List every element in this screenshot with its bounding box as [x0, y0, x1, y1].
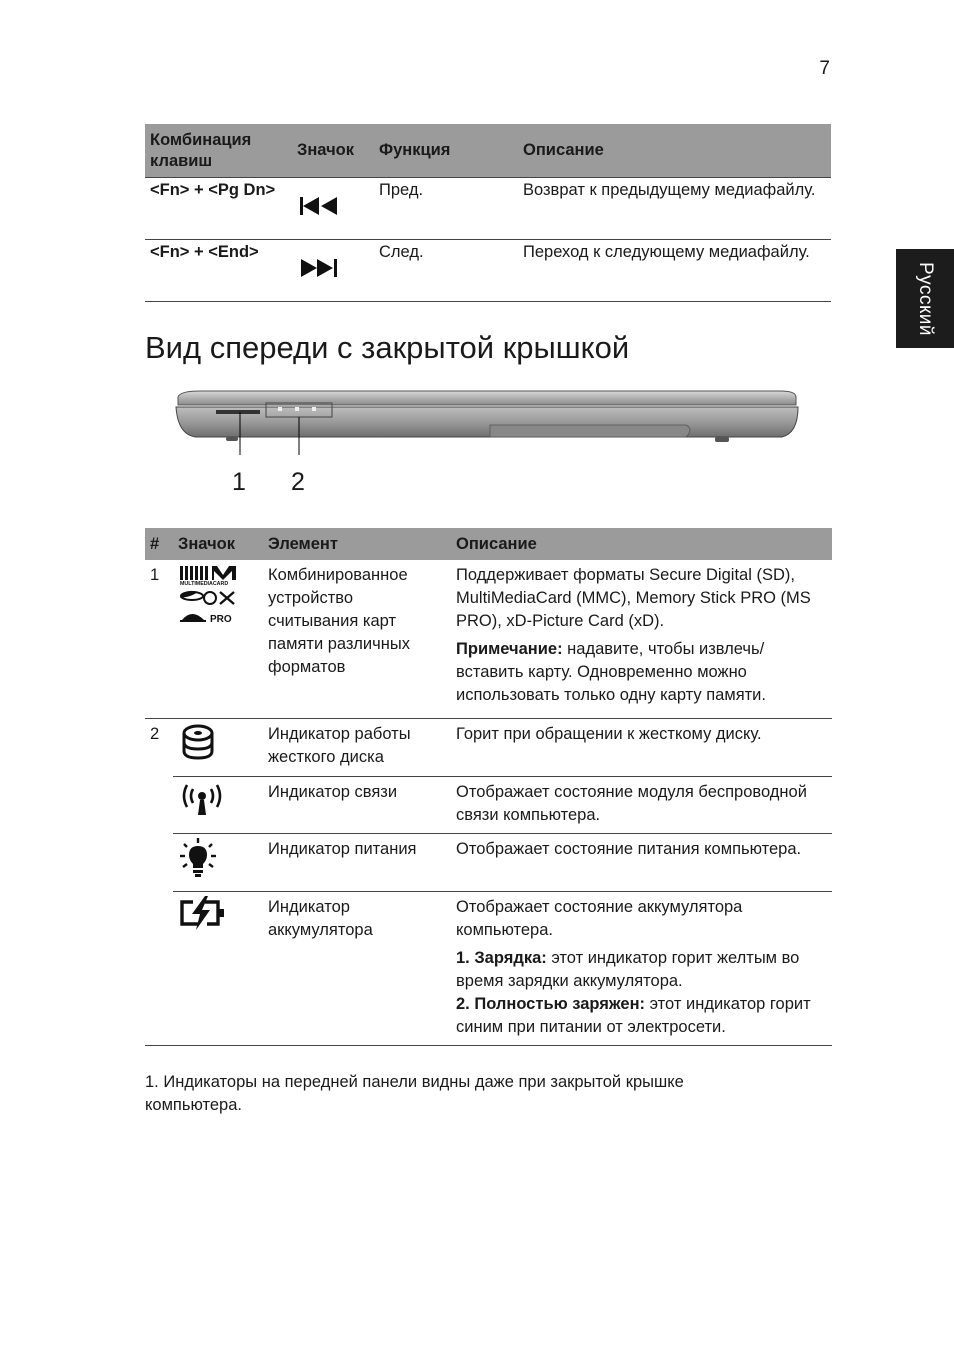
key-combo: <Fn> + <End> [145, 240, 292, 302]
element-name: Индикатор аккумулятора [263, 892, 451, 1046]
element-table-header-row [145, 528, 832, 560]
section-title: Вид спереди с закрытой крышкой [145, 330, 630, 365]
note-text: надавите, чтобы извлечь/ вставить карту. Одновременно можно использовать только одну карту памяти. [456, 640, 766, 704]
table-row [145, 777, 832, 834]
table-row [145, 719, 832, 777]
header-number: # [145, 528, 173, 560]
state-text: этот индикатор горит желтым во время зарядки аккумулятора. [456, 949, 800, 990]
element-description-cell [451, 560, 832, 719]
card-logo-pro-text: PRO [210, 614, 232, 625]
note [456, 638, 827, 707]
element-description-cell [451, 892, 832, 1046]
element-name: Индикатор связи [263, 777, 451, 834]
function-description: Возврат к предыдущему медиафайлу. [518, 178, 831, 240]
element-name: Комбинированное устройство считывания карт памяти различных форматов [263, 560, 451, 719]
page-number: 7 [819, 58, 830, 79]
key-table-header-row [145, 124, 831, 178]
element-name: Индикатор работы жесткого диска [263, 719, 451, 777]
laptop-front-view-illustration [170, 385, 810, 455]
header-element: Элемент [263, 528, 451, 560]
function-label: Пред. [374, 178, 518, 240]
table-row [145, 892, 832, 1046]
header-function: Функция [374, 124, 518, 178]
card-logo-mmc-text: MULTIMEDIACARD [180, 581, 229, 587]
header-icon: Значок [173, 528, 263, 560]
header-description: Описание [518, 124, 831, 178]
table-row [145, 240, 831, 302]
hdd-icon [178, 723, 218, 763]
header-icon: Значок [292, 124, 374, 178]
language-tab-label: Русский [915, 261, 936, 336]
table-row [145, 560, 832, 719]
battery-state-charging [456, 947, 827, 993]
table-row [145, 834, 832, 892]
next-track-icon [297, 258, 343, 278]
state-label: 2. Полностью заряжен: [456, 995, 646, 1013]
row-number: 1 [145, 560, 173, 719]
row-number: 2 [150, 725, 160, 743]
front-elements-table [145, 528, 832, 1046]
table-row [145, 178, 831, 240]
element-description: Отображает состояние модуля беспроводной связи компьютера. [451, 777, 832, 834]
row-number [145, 834, 173, 892]
state-label: 1. Зарядка: [456, 949, 547, 967]
row-number [145, 777, 173, 834]
element-description: Отображает состояние питания компьютера. [451, 834, 832, 892]
key-combo: <Fn> + <Pg Dn> [145, 178, 292, 240]
state-text: этот индикатор горит синим при питании от электросети. [456, 995, 811, 1036]
element-description: Горит при обращении к жесткому диску. [451, 719, 832, 777]
element-name: Индикатор питания [263, 834, 451, 892]
power-icon [178, 838, 218, 878]
row-number [145, 892, 173, 1046]
function-description: Переход к следующему медиафайлу. [518, 240, 831, 302]
function-label: След. [374, 240, 518, 302]
callout-2: 2 [291, 468, 305, 496]
element-description: Поддерживает форматы Secure Digital (SD), MultiMediaCard (MMC), Memory Stick PRO (MS PRO), xD-Picture Card (xD). [456, 566, 811, 630]
header-description: Описание [451, 528, 832, 560]
element-description: Отображает состояние аккумулятора компьютера. [456, 898, 743, 939]
header-key-combination: Комбинация клавиш [145, 124, 292, 178]
key-combination-table [145, 124, 831, 302]
footnote: 1. Индикаторы на передней панели видны даже при закрытой крышке компьютера. [145, 1073, 684, 1114]
callout-1: 1 [232, 468, 246, 496]
previous-track-icon [297, 196, 343, 216]
language-tab [896, 249, 954, 348]
battery-icon [178, 896, 226, 930]
battery-state-full [456, 993, 827, 1039]
note-label: Примечание: [456, 640, 563, 658]
card-reader-icon [178, 564, 244, 630]
wireless-icon [178, 781, 226, 817]
